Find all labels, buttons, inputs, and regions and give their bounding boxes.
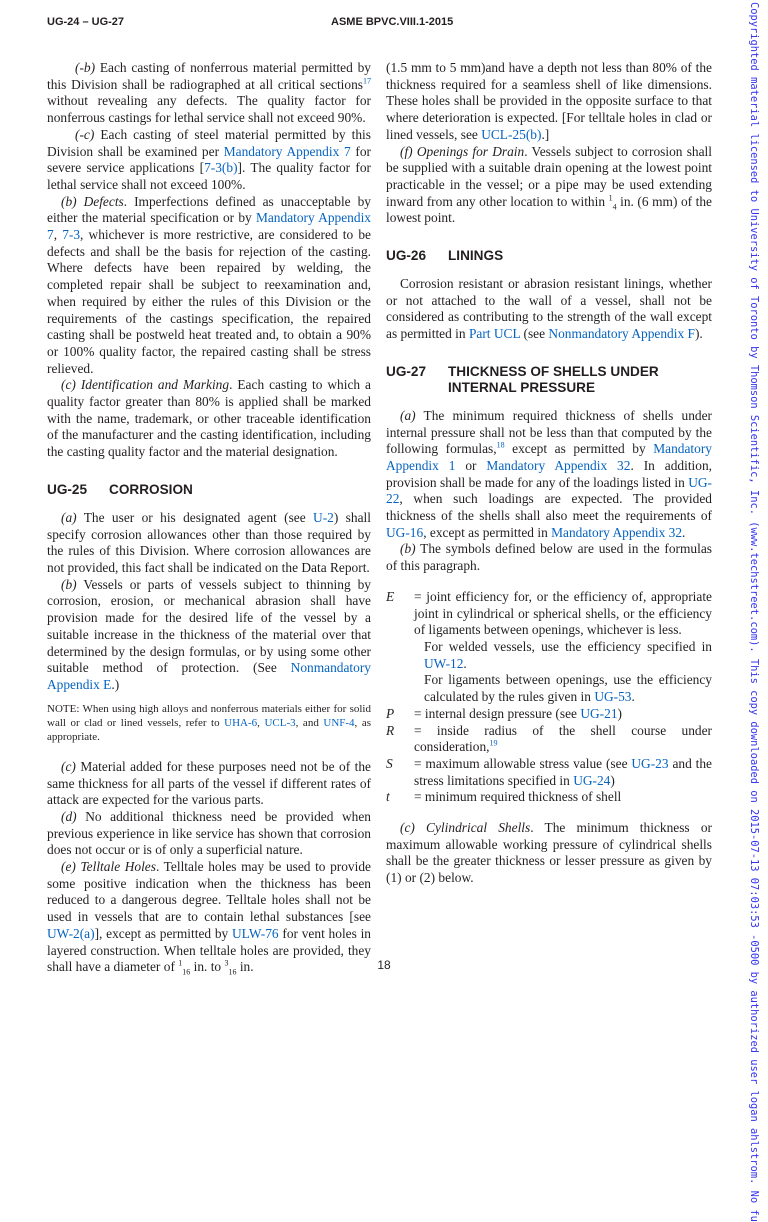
section-heading bbox=[386, 364, 712, 396]
symbol-definition bbox=[386, 756, 712, 789]
definition-text bbox=[414, 756, 712, 789]
cross-reference-link[interactable]: UG-53 bbox=[594, 689, 632, 705]
cross-reference-link[interactable]: UG-22 bbox=[386, 474, 712, 507]
paragraph bbox=[386, 820, 712, 887]
copyright-watermark bbox=[748, 0, 762, 1222]
cross-reference-link[interactable]: UNF-4 bbox=[323, 717, 355, 730]
paragraph bbox=[47, 759, 371, 809]
text-run: , and bbox=[295, 717, 324, 730]
cross-reference-link[interactable]: UG-23 bbox=[631, 755, 669, 771]
text-run: (c) bbox=[61, 758, 76, 774]
running-header-section: UG-24 – UG-27 bbox=[47, 16, 125, 28]
text-run: , as appropriate. bbox=[47, 717, 372, 744]
text-run: , except as permitted in bbox=[423, 524, 552, 540]
text-run: (a) bbox=[400, 407, 416, 423]
text-run: . bbox=[631, 689, 635, 705]
text-run: , bbox=[53, 227, 63, 243]
text-run: . bbox=[463, 655, 467, 671]
paragraph bbox=[386, 541, 712, 574]
text-run: (1.5 mm to 5 mm)and have a depth not less than 80% of the thickness required for a seamless shell of like dimensions. These holes shall be provided in the opposite surface to that where deterioration is expected. [For telltale holes in clad or lined vessels, see bbox=[386, 60, 712, 142]
definition-line bbox=[414, 723, 712, 756]
text-run: ) bbox=[617, 705, 622, 721]
watermark-text: Copyrighted material licensed to University of Toronto by Thomson Scientific, Inc. (www.techstreet.com). This copy downloaded on 2015-07-13 07:03:53 -0500 by authorized user logan ahlstrom. No fu bbox=[748, 2, 760, 1222]
paragraph bbox=[47, 577, 371, 694]
page-number: 18 bbox=[377, 958, 391, 972]
text-run: (a) bbox=[61, 509, 77, 525]
paragraph bbox=[47, 377, 371, 461]
text-run: Material added for these purposes need not be of the same thickness for all parts of the vessel if different rates of attack are expected for the various parts. bbox=[47, 758, 371, 808]
text-run: (e) Telltale Holes bbox=[61, 859, 156, 875]
cross-reference-link[interactable]: UG-16 bbox=[386, 524, 424, 540]
text-run: . In addition, provision shall be made for any of the loadings listed in bbox=[386, 457, 713, 490]
section-number: UG-26 bbox=[386, 248, 427, 264]
paragraph bbox=[47, 809, 371, 859]
cross-reference-link[interactable]: UCL-3 bbox=[264, 717, 296, 730]
text-run: = internal design pressure (see bbox=[414, 705, 581, 721]
definition-text bbox=[414, 589, 712, 706]
cross-reference-link[interactable]: Nonmandatory Appendix E bbox=[47, 660, 371, 692]
text-run: (f) Openings for Drain bbox=[400, 143, 525, 159]
cross-reference-link[interactable]: Mandatory Appendix 7 bbox=[223, 143, 351, 159]
running-header-title: ASME BPVC.VIII.1-2015 bbox=[331, 16, 454, 28]
cross-reference-link[interactable]: Part UCL bbox=[468, 326, 521, 342]
text-run: in. (6 mm) of the lowest point. bbox=[386, 193, 712, 226]
footnote-ref[interactable]: 18 bbox=[496, 440, 505, 450]
text-run: ], except as permitted by bbox=[94, 925, 232, 941]
text-run: . The minimum thickness or maximum allowable working pressure of cylindrical shells shall be the greater thickness or lesser pressure as given by (1) or (2) below. bbox=[386, 820, 712, 886]
text-run: The symbols defined below are used in the formulas of this paragraph. bbox=[386, 541, 712, 574]
definition-line bbox=[414, 706, 712, 723]
definition-text bbox=[414, 706, 712, 723]
paragraph bbox=[47, 510, 371, 577]
text-run: For welded vessels, use the efficiency specified in bbox=[424, 638, 712, 654]
fraction: $^3_{16}$ bbox=[224, 958, 237, 977]
section-title: CORROSION bbox=[109, 481, 193, 497]
fraction: $^1_4$ bbox=[608, 193, 617, 212]
paragraph bbox=[47, 194, 371, 378]
definition-text bbox=[414, 789, 712, 806]
cross-reference-link[interactable]: Mandatory Appendix 32 bbox=[486, 457, 631, 473]
symbol-definition bbox=[386, 589, 712, 706]
definition-line bbox=[414, 672, 712, 705]
paragraph bbox=[47, 127, 371, 194]
section-number: UG-27 bbox=[386, 363, 427, 379]
section-title: LININGS bbox=[448, 248, 504, 264]
text-run: , bbox=[257, 717, 265, 730]
text-run: = minimum required thickness of shell bbox=[414, 789, 622, 805]
cross-reference-link[interactable]: 7-3(b) bbox=[204, 160, 238, 176]
cross-reference-link[interactable]: Mandatory Appendix 1 bbox=[386, 441, 712, 473]
definition-line bbox=[414, 589, 712, 639]
cross-reference-link[interactable]: Mandatory Appendix 32 bbox=[551, 524, 683, 540]
text-run: = joint efficiency for, or the efficiency of, appropriate joint in cylindrical or spherical shells, or the efficiency of ligaments between openings, whichever is less. bbox=[414, 588, 712, 638]
text-run: . bbox=[682, 524, 686, 540]
text-run: The minimum required thickness of shells under internal pressure shall not be less than that computed by the following formulas, bbox=[386, 407, 712, 457]
text-run: or bbox=[455, 457, 487, 473]
section-heading bbox=[47, 482, 371, 498]
text-run: (-b) bbox=[75, 60, 96, 75]
text-run: without revealing any defects. The quality factor for nonferrous castings for lethal service shall not exceed 90%. bbox=[47, 93, 371, 126]
text-run: (b) bbox=[61, 576, 77, 592]
text-run: and the stress limitations specified in bbox=[414, 755, 712, 788]
symbol: S bbox=[386, 755, 393, 771]
right-column bbox=[386, 60, 712, 887]
text-run: ) bbox=[610, 772, 615, 788]
text-run: (c) Identification and Marking bbox=[61, 377, 230, 393]
text-run: (-c) bbox=[75, 126, 95, 142]
footnote-ref[interactable]: 19 bbox=[489, 738, 498, 748]
paragraph bbox=[47, 60, 371, 127]
definition-text bbox=[414, 723, 712, 756]
text-run: for severe service applications [ bbox=[47, 143, 371, 176]
text-run: , whichever is more restrictive, are considered to be defects and shall be the basis for rejection of the casting. Where defects have been repaired by welding, the completed repair shall be subject to reexamination and, when required by either the rules of this Division or the requirements of the castings specification, the repaired casting shall be postweld heat treated and, to obtain a 90% or 100% quality factor, the repaired casting shall be stress relieved. bbox=[47, 227, 371, 376]
section-number: UG-25 bbox=[47, 481, 88, 497]
text-run: No additional thickness need be provided when previous experience in like service has shown that corrosion does not occur or is of only a superficial nature. bbox=[47, 808, 371, 858]
definition-line bbox=[414, 756, 712, 789]
text-run: .) bbox=[111, 676, 120, 692]
footnote-ref[interactable]: 17 bbox=[363, 76, 371, 86]
text-run: . Telltale holes may be used to provide some positive indication when the thickness has been reduced to a dangerous degree. Telltale holes shall not be used in vessels that are to contain lethal substances [see bbox=[47, 859, 371, 925]
left-column bbox=[47, 60, 371, 976]
text-run: (b) Defects bbox=[61, 193, 124, 209]
text-run: , when such loadings are expected. The provided thickness of the shells shall also meet the requirements of bbox=[386, 491, 712, 524]
text-run: (see bbox=[520, 326, 549, 342]
text-run: in. bbox=[236, 959, 254, 975]
symbol-definition bbox=[386, 706, 712, 723]
text-run: . Vessels subject to corrosion shall be supplied with a suitable drain opening at the lowest point practicable in the vessel; or a pipe may be used extending inward from any other location to within bbox=[386, 143, 712, 209]
paragraph bbox=[386, 276, 712, 343]
text-run: For ligaments between openings, use the efficiency calculated by the rules given in bbox=[424, 672, 712, 705]
symbol: R bbox=[386, 722, 395, 738]
text-run: for vent holes in layered construction. When telltale holes are provided, they shall have a diameter of bbox=[47, 925, 371, 975]
text-run: Each casting of steel material permitted by this Division shall be examined per bbox=[47, 126, 371, 159]
text-run: = inside radius of the shell course under consideration, bbox=[414, 722, 712, 755]
text-run: ]. The quality factor for lethal service shall not exceed 100%. bbox=[47, 160, 371, 192]
paragraph bbox=[386, 60, 712, 144]
text-run: (d) bbox=[61, 808, 77, 824]
note-paragraph bbox=[47, 702, 371, 745]
cross-reference-link[interactable]: 7-3 bbox=[62, 227, 81, 243]
definition-line bbox=[414, 639, 712, 672]
cross-reference-link[interactable]: Nonmandatory Appendix F bbox=[548, 326, 695, 342]
text-run: (c) Cylindrical Shells bbox=[400, 820, 531, 836]
text-run: The user or his designated agent (see bbox=[76, 509, 314, 525]
symbol-definitions bbox=[386, 589, 712, 806]
cross-reference-link[interactable]: UW-2(a) bbox=[47, 925, 95, 941]
text-run: . Imperfections defined as unacceptable by either the material specification or by bbox=[47, 193, 371, 226]
text-run: ) shall specify corrosion allowances other than those required by the rules of this Division. Where corrosion allowances are not provided, this fact shall be indicated on the Data Report. bbox=[47, 509, 371, 575]
text-run: Corrosion resistant or abrasion resistant linings, whether or not attached to the wall of a vessel, shall not be considered as contributing to the strength of the wall except as permitted in bbox=[386, 276, 712, 342]
symbol-definition bbox=[386, 789, 712, 806]
cross-reference-link[interactable]: ULW-76 bbox=[232, 925, 279, 941]
text-run: ). bbox=[694, 326, 703, 342]
text-run: Each casting of nonferrous material permitted by this Division shall be radiographed at all critical sections bbox=[47, 60, 371, 92]
symbol: E bbox=[386, 588, 395, 604]
paragraph bbox=[386, 408, 712, 542]
paragraph bbox=[386, 144, 712, 228]
fraction: $^1_{16}$ bbox=[178, 958, 191, 977]
cross-reference-link[interactable]: UG-21 bbox=[580, 705, 618, 721]
definition-line bbox=[414, 789, 712, 806]
text-run: Vessels or parts of vessels subject to thinning by corrosion, erosion, or mechanical abrasion shall have provision made for the desired life of the vessel by a suitable increase in the thickness of the material over that determined by the design formulas, or by using some other suitable method of protection. (See bbox=[47, 576, 371, 676]
section-title: THICKNESS OF SHELLS UNDER INTERNAL PRESSURE bbox=[448, 363, 659, 395]
text-run: NOTE: When using high alloys and nonferrous materials either for solid wall or clad or lined vessels, refer to bbox=[47, 702, 371, 730]
symbol: P bbox=[386, 705, 395, 721]
text-run: . Each casting to which a quality factor greater than 80% is applied shall be marked with the name, trademark, or other traceable identification of the manufacturer and the casting identification, including the casting quality factor and the material designation. bbox=[47, 377, 371, 460]
cross-reference-link[interactable]: U-2 bbox=[313, 509, 334, 525]
cross-reference-link[interactable]: UG-24 bbox=[573, 772, 611, 788]
cross-reference-link[interactable]: UHA-6 bbox=[224, 717, 258, 730]
text-run: = maximum allowable stress value (see bbox=[414, 755, 632, 771]
text-run: .] bbox=[541, 126, 550, 142]
symbol-definition bbox=[386, 723, 712, 756]
section-heading bbox=[386, 248, 712, 264]
text-run: in. to bbox=[190, 959, 225, 975]
text-run: except as permitted by bbox=[504, 441, 654, 457]
cross-reference-link[interactable]: UW-12 bbox=[424, 655, 464, 671]
cross-reference-link[interactable]: UCL-25(b) bbox=[481, 126, 542, 142]
cross-reference-link[interactable]: Mandatory Appendix 7 bbox=[47, 210, 371, 243]
text-run: (b) bbox=[400, 541, 416, 557]
symbol: t bbox=[386, 789, 390, 805]
